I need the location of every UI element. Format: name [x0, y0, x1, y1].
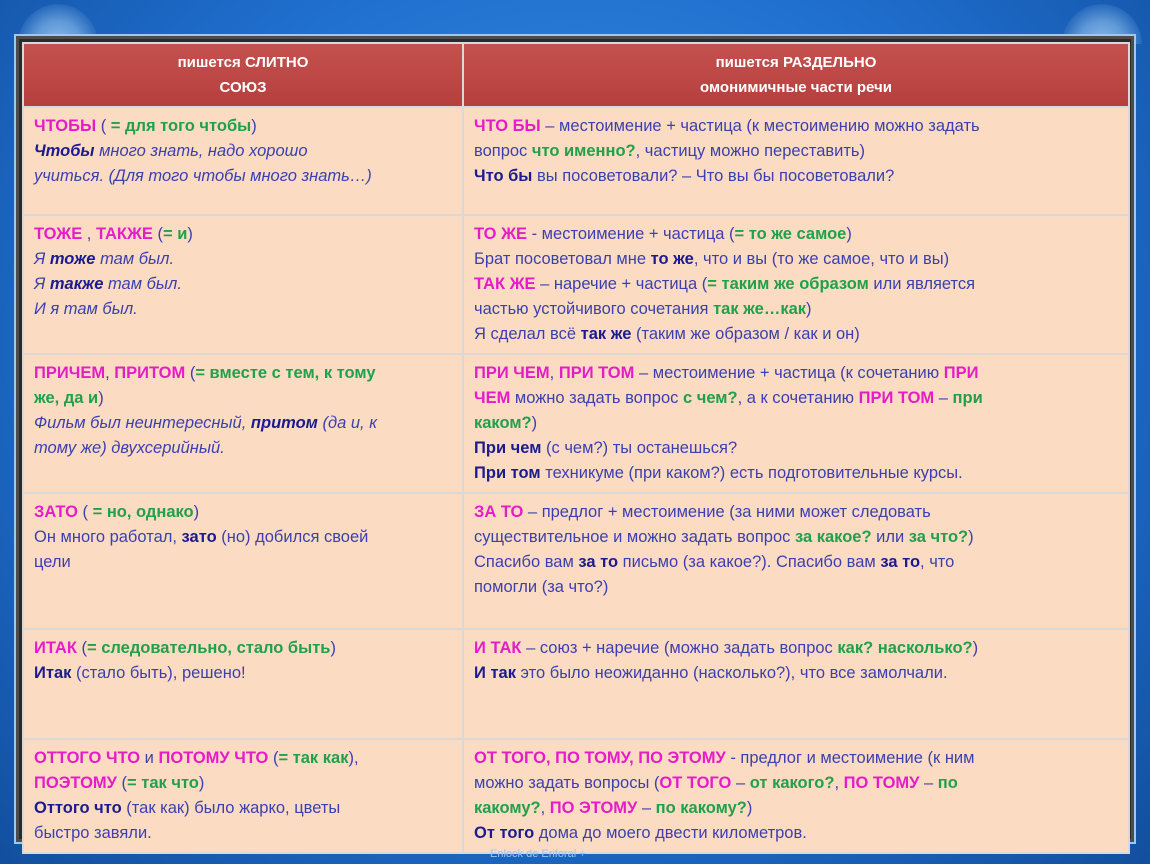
- text-segment: = следовательно, стало быть: [86, 639, 331, 657]
- text-line: [474, 821, 1118, 846]
- text-line: [474, 411, 1118, 436]
- text-segment: вы посоветовали? – Что вы бы посоветовали?: [532, 167, 895, 185]
- text-segment: ПРИ: [943, 364, 979, 382]
- text-segment: можно задать вопросы (: [474, 774, 660, 792]
- text-segment: Брат посоветовал мне: [474, 250, 651, 268]
- text-segment: И я там был.: [34, 300, 138, 318]
- text-segment: (: [152, 225, 164, 243]
- text-line: [34, 436, 452, 461]
- text-line: [474, 661, 1118, 686]
- text-segment: или: [871, 528, 909, 546]
- text-segment: - предлог и местоимение (к ним: [725, 749, 975, 767]
- text-segment: зато: [181, 528, 217, 546]
- text-segment: – местоимение + частица (к местоимению можно задать: [540, 117, 980, 135]
- text-segment: там был.: [103, 275, 182, 293]
- text-segment: (но) добился своей: [216, 528, 369, 546]
- text-segment: по: [937, 774, 958, 792]
- text-segment: = и: [163, 225, 188, 243]
- text-segment: ПРИ ТОМ: [858, 389, 935, 407]
- text-segment: так же…как: [713, 300, 807, 318]
- text-segment: И ТАК: [474, 639, 522, 657]
- text-segment: Он много работал,: [34, 528, 182, 546]
- text-segment: ЧЕМ: [474, 389, 511, 407]
- text-line: [34, 361, 452, 386]
- text-segment: ): [98, 389, 104, 407]
- cell-merged-spelling: [23, 629, 463, 739]
- text-line: [34, 550, 452, 575]
- text-segment: = для того чтобы: [110, 117, 252, 135]
- text-line: [34, 247, 452, 272]
- header-left: [23, 43, 463, 107]
- text-line: [474, 386, 1118, 411]
- text-segment: (: [96, 117, 111, 135]
- text-line: [34, 114, 452, 139]
- text-line: [34, 411, 452, 436]
- text-segment: учиться. (Для того чтобы много знать…): [34, 167, 372, 185]
- text-segment: (: [77, 503, 93, 521]
- text-segment: , что: [920, 553, 955, 571]
- text-segment: от какого?: [749, 774, 835, 792]
- text-line: [474, 164, 1118, 189]
- text-segment: Я: [34, 250, 50, 268]
- text-line: [474, 247, 1118, 272]
- text-line: [474, 322, 1118, 347]
- text-segment: по какому?: [655, 799, 747, 817]
- text-segment: за какое?: [794, 528, 872, 546]
- table-row: [23, 739, 1129, 853]
- text-segment: = то же самое: [734, 225, 847, 243]
- text-segment: ),: [348, 749, 359, 767]
- text-segment: , а к сочетанию: [737, 389, 859, 407]
- text-segment: - местоимение + частица (: [527, 225, 735, 243]
- text-segment: Фильм был неинтересный,: [34, 414, 251, 432]
- text-segment: ): [531, 414, 538, 432]
- text-segment: От того: [474, 824, 535, 842]
- text-segment: –: [637, 799, 656, 817]
- text-line: [34, 386, 452, 411]
- text-segment: помогли (за что?): [474, 578, 609, 596]
- text-segment: ): [251, 117, 257, 135]
- text-segment: ОТ ТОГО: [659, 774, 732, 792]
- text-segment: – местоимение + частица (к сочетанию: [634, 364, 944, 382]
- text-segment: = так что: [127, 774, 199, 792]
- text-segment: (так как) было жарко, цветы: [121, 799, 341, 817]
- cell-separate-spelling: [463, 215, 1129, 354]
- table-row: [23, 215, 1129, 354]
- text-segment: ): [746, 799, 753, 817]
- text-line: [34, 500, 452, 525]
- text-segment: , что и вы (то же самое, что и вы): [693, 250, 950, 268]
- text-segment: (таким же образом / как и он): [631, 325, 860, 343]
- text-segment: с чем?: [682, 389, 738, 407]
- text-segment: существительное и можно задать вопрос: [474, 528, 795, 546]
- text-segment: также: [49, 275, 104, 293]
- text-segment: (стало быть), решено!: [71, 664, 246, 682]
- table-row: [23, 629, 1129, 739]
- text-line: [474, 114, 1118, 139]
- text-segment: ТО ЖЕ: [474, 225, 528, 243]
- text-line: [34, 139, 452, 164]
- text-segment: цели: [34, 553, 71, 571]
- text-segment: быстро завяли.: [34, 824, 152, 842]
- text-segment: ,: [540, 799, 550, 817]
- text-line: [474, 575, 1118, 600]
- text-segment: –: [731, 774, 750, 792]
- text-line: [34, 796, 452, 821]
- text-line: [474, 436, 1118, 461]
- text-segment: много знать, надо хорошо: [94, 142, 308, 160]
- text-segment: ПО ТОМУ: [843, 774, 920, 792]
- cell-separate-spelling: [463, 629, 1129, 739]
- text-segment: ОТ ТОГО, ПО ТОМУ, ПО ЭТОМУ: [474, 749, 726, 767]
- text-segment: ПО ЭТОМУ: [549, 799, 638, 817]
- text-segment: тоже: [49, 250, 96, 268]
- text-segment: –: [934, 389, 953, 407]
- text-segment: притом: [250, 414, 318, 432]
- text-segment: или является: [868, 275, 976, 293]
- text-segment: ПРИ ЧЕМ: [474, 364, 550, 382]
- text-segment: ): [198, 774, 205, 792]
- text-segment: при: [952, 389, 983, 407]
- spelling-rules-table: [22, 42, 1130, 854]
- text-segment: Что бы: [474, 167, 533, 185]
- header-row: [23, 43, 1129, 107]
- text-segment: ЧТО БЫ: [474, 117, 541, 135]
- text-segment: каком?: [474, 414, 532, 432]
- text-segment: это было неожиданно (насколько?), что все замолчали.: [515, 664, 948, 682]
- text-line: [474, 139, 1118, 164]
- text-segment: так же: [580, 325, 632, 343]
- text-segment: ): [193, 503, 200, 521]
- text-segment: как? насколько?: [837, 639, 973, 657]
- text-segment: частью устойчивого сочетания: [474, 300, 714, 318]
- text-segment: то же: [650, 250, 694, 268]
- cell-separate-spelling: [463, 493, 1129, 629]
- text-segment: за что?: [908, 528, 969, 546]
- text-segment: ОТТОГО ЧТО: [34, 749, 141, 767]
- text-line: [474, 525, 1118, 550]
- text-line: [474, 796, 1118, 821]
- text-line: [34, 821, 452, 846]
- text-segment: , частицу можно переставить): [635, 142, 866, 160]
- text-line: [474, 297, 1118, 322]
- text-segment: ЗАТО: [34, 503, 78, 521]
- text-segment: Оттого что: [34, 799, 122, 817]
- text-segment: что именно?: [531, 142, 636, 160]
- text-line: [34, 297, 452, 322]
- text-segment: ): [846, 225, 852, 243]
- text-segment: (с чем?) ты останешься?: [541, 439, 738, 457]
- text-segment: за то: [880, 553, 921, 571]
- text-line: [34, 661, 452, 686]
- text-segment: ): [806, 300, 812, 318]
- text-line: [34, 771, 452, 796]
- text-segment: При чем: [474, 439, 542, 457]
- text-line: [34, 636, 452, 661]
- text-segment: (: [185, 364, 196, 382]
- cell-merged-spelling: [23, 354, 463, 493]
- table-row: [23, 107, 1129, 215]
- text-line: [34, 222, 452, 247]
- text-segment: ПОТОМУ ЧТО: [158, 749, 269, 767]
- text-segment: письмо (за какое?). Спасибо вам: [618, 553, 881, 571]
- text-segment: там был.: [95, 250, 175, 268]
- text-segment: Я: [34, 275, 50, 293]
- cell-merged-spelling: [23, 739, 463, 853]
- text-segment: Итак: [34, 664, 72, 682]
- text-segment: ЗА ТО: [474, 503, 524, 521]
- text-segment: – союз + наречие (можно задать вопрос: [521, 639, 838, 657]
- text-line: [474, 746, 1118, 771]
- text-segment: ,: [834, 774, 844, 792]
- text-line: [474, 550, 1118, 575]
- text-segment: какому?: [474, 799, 541, 817]
- header-right-line2: омонимичные части речи: [700, 79, 892, 96]
- text-segment: = так как: [278, 749, 349, 767]
- text-line: [474, 636, 1118, 661]
- text-segment: При том: [474, 464, 541, 482]
- text-segment: ПОЭТОМУ: [34, 774, 117, 792]
- text-segment: можно задать вопрос: [510, 389, 683, 407]
- text-segment: вопрос: [474, 142, 532, 160]
- text-segment: = таким же образом: [707, 275, 869, 293]
- text-segment: И так: [474, 664, 516, 682]
- text-segment: = вместе с тем, к тому: [195, 364, 376, 382]
- text-line: [474, 461, 1118, 486]
- text-line: [474, 361, 1118, 386]
- text-segment: дома до моего двести километров.: [534, 824, 807, 842]
- text-segment: ): [972, 639, 979, 657]
- cell-separate-spelling: [463, 107, 1129, 215]
- header-right-line1: пишется РАЗДЕЛЬНО: [715, 54, 877, 71]
- text-segment: Спасибо вам: [474, 553, 579, 571]
- text-line: [34, 746, 452, 771]
- text-segment: Я сделал всё: [474, 325, 581, 343]
- text-segment: ): [187, 225, 193, 243]
- text-segment: ПРИТОМ: [114, 364, 186, 382]
- text-segment: тому же) двухсерийный.: [34, 439, 225, 457]
- text-segment: (: [116, 774, 128, 792]
- text-segment: ТАК ЖЕ: [474, 275, 536, 293]
- cell-merged-spelling: [23, 215, 463, 354]
- text-segment: и: [140, 749, 159, 767]
- cell-separate-spelling: [463, 354, 1129, 493]
- text-line: [474, 222, 1118, 247]
- text-segment: (да и, к: [317, 414, 377, 432]
- text-segment: (: [76, 639, 87, 657]
- text-segment: ТОЖЕ: [34, 225, 83, 243]
- text-segment: ): [330, 639, 336, 657]
- footer-credit: Enlock de Eriforal +: [490, 848, 586, 860]
- header-right: [463, 43, 1129, 107]
- text-segment: техникуме (при каком?) есть подготовительные курсы.: [540, 464, 963, 482]
- text-segment: –: [919, 774, 938, 792]
- cell-merged-spelling: [23, 107, 463, 215]
- text-line: [474, 500, 1118, 525]
- text-segment: ЧТОБЫ: [34, 117, 97, 135]
- text-line: [474, 771, 1118, 796]
- text-line: [34, 164, 452, 189]
- header-left-line1: пишется СЛИТНО: [177, 54, 309, 71]
- text-segment: ,: [105, 364, 115, 382]
- text-segment: ,: [82, 225, 96, 243]
- text-segment: за то: [578, 553, 619, 571]
- text-line: [34, 525, 452, 550]
- text-segment: ИТАК: [34, 639, 77, 657]
- text-segment: Чтобы: [34, 142, 95, 160]
- text-segment: ПРИЧЕМ: [34, 364, 106, 382]
- header-left-line2: СОЮЗ: [219, 79, 267, 96]
- text-segment: – предлог + местоимение (за ними может следовать: [523, 503, 931, 521]
- text-segment: ,: [549, 364, 559, 382]
- text-segment: же, да и: [34, 389, 99, 407]
- text-segment: ТАКЖЕ: [95, 225, 153, 243]
- text-line: [474, 272, 1118, 297]
- text-line: [34, 272, 452, 297]
- text-segment: ): [968, 528, 974, 546]
- cell-merged-spelling: [23, 493, 463, 629]
- text-segment: ПРИ ТОМ: [558, 364, 635, 382]
- table-row: [23, 493, 1129, 629]
- table-row: [23, 354, 1129, 493]
- text-segment: (: [268, 749, 279, 767]
- text-segment: = но, однако: [92, 503, 194, 521]
- cell-separate-spelling: [463, 739, 1129, 853]
- text-segment: – наречие + частица (: [535, 275, 708, 293]
